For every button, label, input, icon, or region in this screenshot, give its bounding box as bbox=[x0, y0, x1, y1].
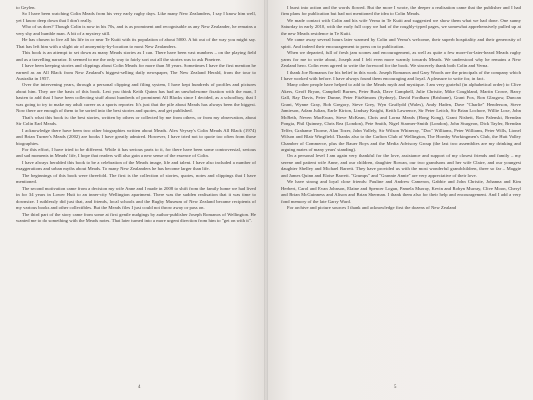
paragraph: On a personal level I am again very thankful for the love, assistance and support of my closest friends and family – my serene and patient wife Anne, and our children, daughter Rowan, our two grandsons and her wife Claire, and our youngest daughter Shelley and Michael Barrett. They have provided us with the most wonderful grandchildren, three so far – Maggie and James Quinn and Eloise Barrett. "Grumps" and "Grannie Annie" are very appreciative of their love. bbox=[281, 153, 521, 178]
paragraph: I have always heralded this book to be a celebration of the Meads image, life and talent. I have also included a number of exaggerations and urban myths about Meads. To many New Zealanders he has become larger than life. bbox=[16, 159, 256, 172]
paragraph: I acknowledge there have been two other biographies written about Meads. Alex Veysey's Colin Meads All Black (1974) and Brian Turner's Meads (2002) are books I have greatly admired. However, I have tried not to quote too often from those biographies. bbox=[16, 127, 256, 146]
paragraph: When we departed, full of fresh jam scones and encouragement, as well as quite a few more-for-later-heard Meads rugby yarns for me to write about, Joseph and I felt even more warmly towards Meads. We understood why he remains a New Zealand hero. Colin even agreed to write the foreword for the book. We sincerely thank both Colin and Verna. bbox=[281, 50, 521, 69]
paragraph: Who of us does? Though Colin is now in his 70s, and is as prominent and recognisable as any New Zealander, he remains a very shy and humble man. A bit of a mystery still. bbox=[16, 24, 256, 36]
paragraph: The second motivation came from a decision my wife Anne and I made in 2008 to shift from the family home we had lived in for 34 years in Lower Hutt to an inner-city Wellington apartment. There was the sudden realisation that it was time to downsize. I ruthlessly did just that, and friends, local schools and the Rugby Museum of New Zealand became recipients of my various books and other collectibles. But the Meads files I just could not throw away or pass on. bbox=[16, 185, 256, 211]
paragraph: That's what this book is: the best stories, written by others or collected by me from others, or from my observation, about Sir Colin Earl Meads. bbox=[16, 114, 256, 127]
page-number: 5 bbox=[394, 385, 397, 390]
paragraph: We made contact with Colin and his wife Verna in Te Kuiti and suggested we show them what we had done. One sunny Saturday in early 2010, with the early full copy we had of the roughly-typed pages, we somewhat apprehensively pulled up at the new Meads residence in Te Kuiti. bbox=[281, 17, 521, 36]
right-page bbox=[266, 0, 533, 400]
paragraph: I burst into action and the words flowed. But the more I wrote, the deeper a realisation came that the publisher and I had firm plans for publication but had not mentioned the idea to Colin Meads. bbox=[281, 5, 521, 17]
paragraph: So I have been watching Colin Meads from his very early rugby days. Like many New Zealanders, I say I know him well, yet I know deep down that I don't really. bbox=[16, 11, 256, 23]
right-page-text bbox=[281, 5, 521, 212]
paragraph: Many other people have helped to add to the Meads myth and mystique. I am very grateful (in alphabetical order) to Clive Akers, Geoff Bryan, Campbell Burnes, Peter Bush, Dave Campbell, Julie Christie, Mike Coughland, Martin Crowe, Barry Gall, Ray Davis, Peter Dunne, Peter FitzSimons (Sydney), David Fordham (Brisbane), Grant Fox, Ron Glasgow, Duncan Grant, Wynne Gray, Bob Gregory, Steve Grey, Wyn Gruffydd (Wales), Andy Haden, Dave "Charlie" Henderson, Steve Jamieson, Adam Julian, Earle Kirton, Lindsay Knight, Keith Lawrence, Sir Peter Leitch, Sir Brian Lochore, Willie Lose, John McBeth, Neven MacEwan, Steve McKean, Chris and Lorna Meads (Hong Kong), Grant Nisbett, Ron Palenski, Brendan Pongia, Phil Quinney, Chris Rea (London), Pete Smith, Nigel Starmer-Smith (London), John Sturgeon, Dick Tayler, Brendan Telfer, Grahame Thorne, Alan Tozer, John Vallely, Sir Wilson Whineray, "Doc" Williams, Peter Williams, Peter Wills, Lionel Wilson and Blair Wingfield. Thanks also to the Carlton Club of Wellington, The Hornby Workingmen's Club, the Hutt Valley Chamber of Commerce, plus the Bauer Boys and the Media Advisory Group (the last two assemblies are my drinking and arguing mates of many years' standing). bbox=[281, 82, 521, 152]
book-gutter bbox=[264, 0, 268, 400]
paragraph: This book is an attempt to set down as many Meads stories as I can. There have been vast numbers – on the playing field and as a travelling narrator. It seemed to me the only way to fairly sort out all the stories was to ask Pinetree. bbox=[16, 50, 256, 62]
paragraph: For archive and picture sources I thank and acknowledge first the dozens of New Zealand bbox=[287, 205, 457, 211]
paragraph: We have strong and loyal close friends: Pauline and Andrew Cameron, Gabbie and John Christie, Johanna and Kim Herbert, Carol and Evan Johnson, Elaine and Spencer Logan, Pamela Murray, Kevin and Robyn Murray, Clive Moon, Cheryl and Brian McGuinness and Alison and Brian Sherman. I thank them also for their help and encouragement. And I add a very fond memory of the late Garry Ward. bbox=[281, 179, 521, 204]
left-page-text bbox=[16, 5, 256, 224]
paragraph: The third part of the story came from some at first gentle nudgings by author-publisher Joseph Romanos of Wellington. He wanted me to do something with the Meads notes. That later turned into a more urgent direction from him to "get on with it". bbox=[16, 211, 256, 223]
page-number: 4 bbox=[138, 385, 141, 390]
paragraph: Over the intervening years, through a personal clipping and filing system, I have kept hundreds of profiles and pictures about him. They are the basis of this book. Lest you think Keith Quinn has had an unwholesome fixation with the man, I hasten to add that I have been collecting stuff about hundreds of prominent All Blacks since I decided, as a schoolboy, that I was going to try to make my adult career as a sports reporter. It's just that the pile about Meads has always been the biggest. Now there are enough of them to be sorted into the best stories and quotes, and get published. bbox=[16, 82, 256, 114]
paragraph: We came away several hours later warmed by Colin and Verna's welcome, their superb hospitality and their generosity of spirit. And indeed their encouragement to press on to publication. bbox=[281, 37, 521, 49]
paragraph: The beginnings of this book were threefold. The first is the collection of stories, quotes, notes and clippings that I have mentioned. bbox=[16, 172, 256, 185]
left-page bbox=[0, 0, 266, 400]
paragraph: I thank Joe Romanos for his belief in this work. Joseph Romanos and Gary Woods are the principals of the company which I have worked with before. I have always found them encouraging and loyal. A pleasure to write for, in fact. bbox=[281, 69, 521, 81]
paragraph: to Geylen. bbox=[16, 5, 36, 10]
paragraph: I have been keeping stories and clippings about Colin Meads for more than 50 years. Sometimes I have the first mention he earned as an All Black from New Zealand's biggest-selling daily newspaper, The New Zealand Herald, from the tour to Australia in 1957. bbox=[16, 63, 256, 81]
paragraph: He has chosen to live all his life in or near Te Kuiti with its population of about 5000. A bit out of the way you might say. That has left him with a slight air of anonymity-by-location to most New Zealanders. bbox=[16, 37, 256, 49]
paragraph: For this effort, I have tried to be different. While it has serious parts to it, for there have been some controversial, serious and sad moments in Meads' life, I hope that readers will also gain a new sense of the essence of Colin. bbox=[16, 146, 256, 159]
